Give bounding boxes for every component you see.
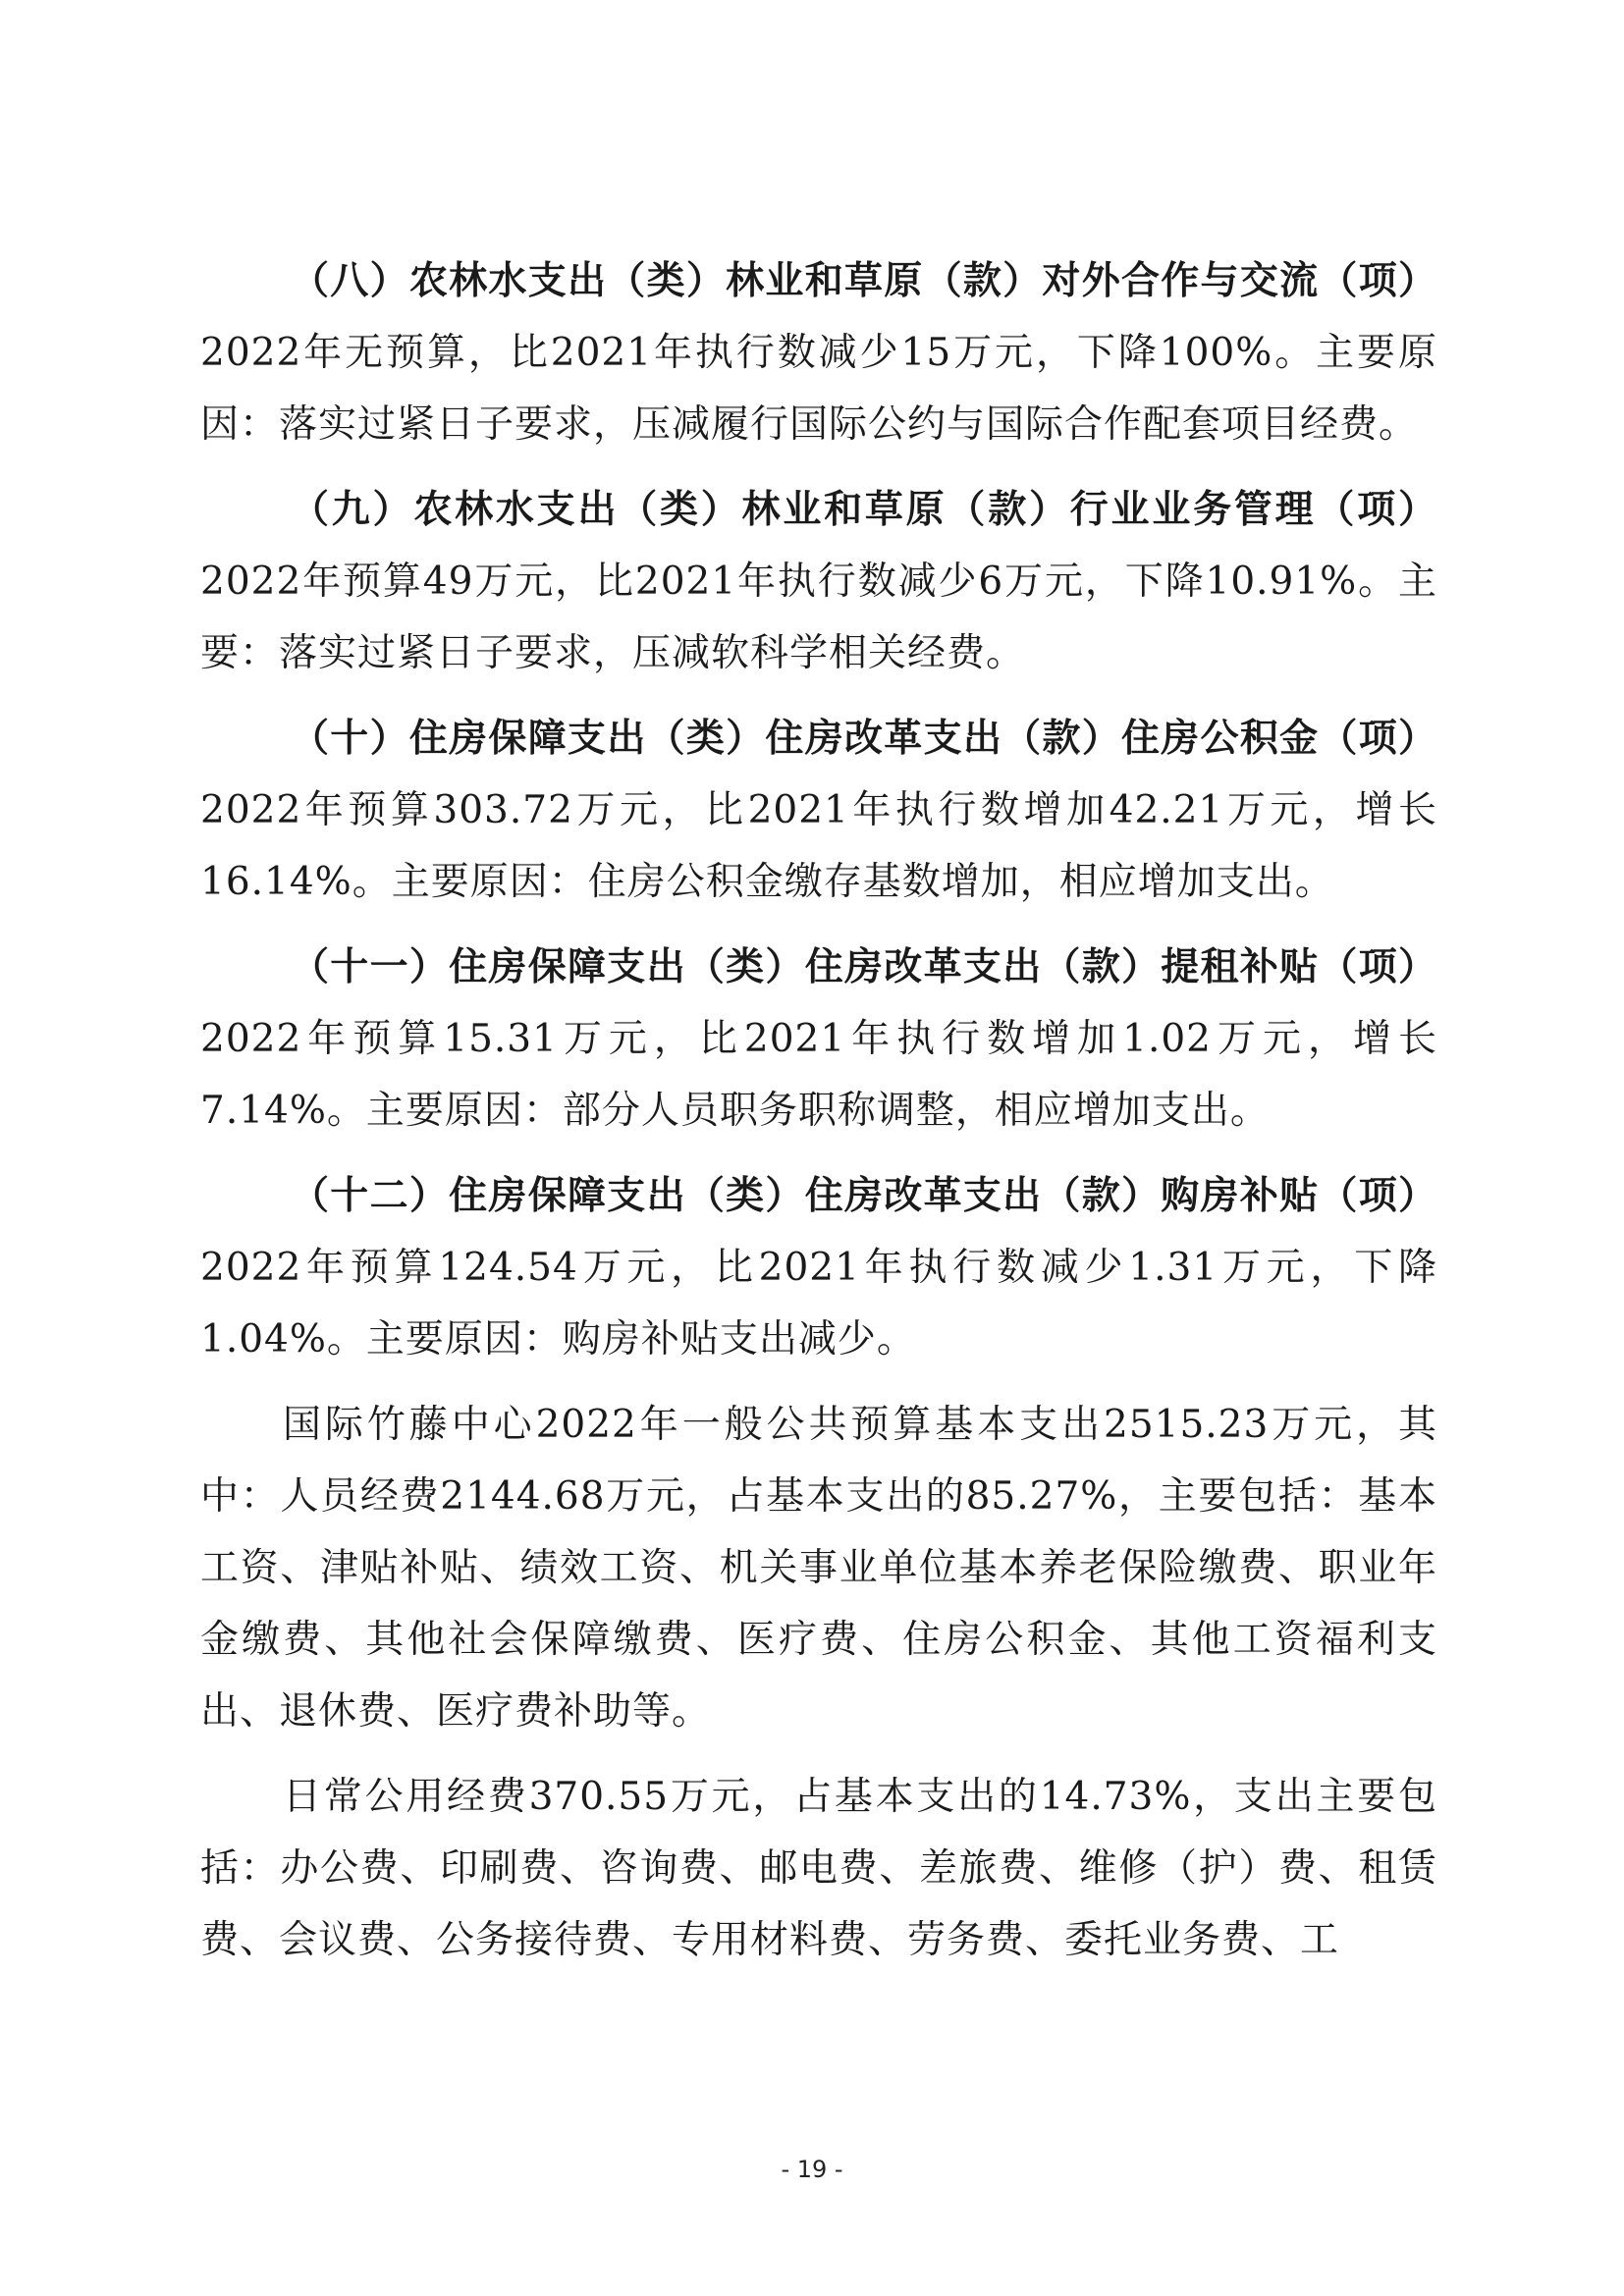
section-8-heading: （八）农林水支出（类）林业和草原（款）对外合作与交流（项） <box>291 258 1437 303</box>
section-10-heading: （十）住房保障支出（类）住房改革支出（款）住房公积金（项） <box>291 716 1437 761</box>
section-9-body: 2022年预算49万元，比2021年执行数减少6万元，下降10.91%。主要：落实过紧日子要求，压减软科学相关经费。 <box>200 560 1437 675</box>
section-10-body: 2022年预算303.72万元，比2021年执行数增加42.21万元，增长16.14%。主要原因：住房公积金缴存基数增加，相应增加支出。 <box>200 788 1437 904</box>
section-8-body: 2022年无预算，比2021年执行数减少15万元，下降100%。主要原因：落实过紧日子要求，压减履行国际公约与国际合作配套项目经费。 <box>200 331 1437 447</box>
section-8 <box>200 245 1437 460</box>
section-11-body: 2022年预算15.31万元，比2021年执行数增加1.02万元，增长7.14%。主要原因：部分人员职务职称调整，相应增加支出。 <box>200 1017 1437 1133</box>
section-12-body: 2022年预算124.54万元，比2021年执行数减少1.31万元，下降1.04%。主要原因：购房补贴支出减少。 <box>200 1246 1437 1362</box>
public-expenditure-paragraph: 日常公用经费370.55万元，占基本支出的14.73%，支出主要包括：办公费、印刷费、咨询费、邮电费、差旅费、维修（护）费、租赁费、会议费、公务接待费、专用材料费、劳务费、委托业务费、工 <box>200 1775 1437 1962</box>
section-12-heading: （十二）住房保障支出（类）住房改革支出（款）购房补贴（项） <box>291 1173 1437 1218</box>
section-10 <box>200 703 1437 918</box>
section-12 <box>200 1160 1437 1375</box>
section-11-heading: （十一）住房保障支出（类）住房改革支出（款）提租补贴（项） <box>291 944 1437 989</box>
basic-expenditure-paragraph: 国际竹藤中心2022年一般公共预算基本支出2515.23万元，其中：人员经费2144.68万元，占基本支出的85.27%，主要包括：基本工资、津贴补贴、绩效工资、机关事业单位基本养老保险缴费、职业年金缴费、其他社会保障缴费、医疗费、住房公积金、其他工资福利支出、退休费、医疗费补助等。 <box>200 1403 1437 1734</box>
section-9 <box>200 474 1437 689</box>
page-number: - 19 - <box>781 2156 843 2183</box>
document-body <box>200 245 1437 1990</box>
section-11 <box>200 932 1437 1147</box>
section-9-heading: （九）农林水支出（类）林业和草原（款）行业业务管理（项） <box>291 487 1437 532</box>
